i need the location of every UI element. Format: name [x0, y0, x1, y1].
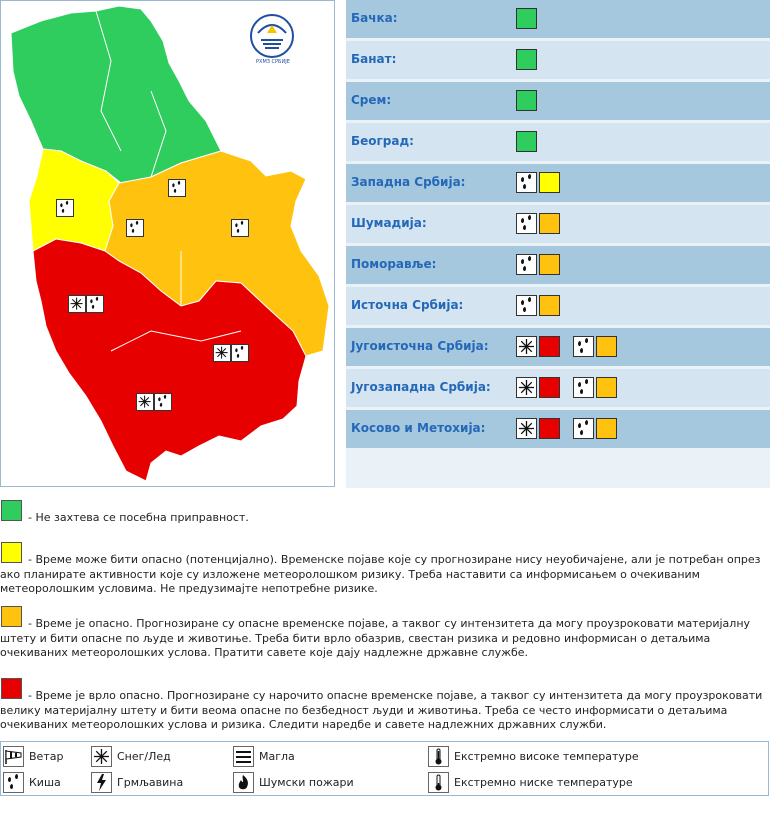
legend-text: - Време је опасно. Прогнозиране су опасне временске појаве, а таквог су интензитета да могу проузроковати материјалну штету и бити опасне по људе и животиње. Треба бити врло обазрив, свестан ризика и редовно информисан о детаљима очекиваних метеоролошких услова. Пратити савете које дају надлежне државне службе. [0, 617, 751, 659]
map-marker-rain-icon[interactable] [86, 295, 104, 313]
region-name[interactable]: Бачка: [351, 11, 398, 25]
serbia-map [1, 1, 334, 486]
map-marker-rain-icon[interactable] [154, 393, 172, 411]
phenomenon-label: Екстремно високе температуре [454, 750, 639, 763]
rain-icon [573, 336, 594, 357]
rain-icon [573, 377, 594, 398]
warning-map [0, 0, 335, 487]
region-row[interactable] [346, 246, 770, 284]
snow-ice-icon [516, 418, 537, 439]
warning-level-orange [539, 295, 560, 316]
phenomenon-label: Екстремно ниске температуре [454, 776, 633, 789]
region-warning-table [346, 0, 770, 488]
rhmz-logo-icon [249, 13, 295, 65]
warning-level-red [539, 336, 560, 357]
map-marker-rain-icon[interactable] [126, 219, 144, 237]
region-row[interactable] [346, 369, 770, 407]
high-temperature-icon [428, 746, 449, 767]
region-row[interactable] [346, 410, 770, 448]
rain-icon [516, 254, 537, 275]
wind-icon [3, 746, 24, 767]
phenomenon-label: Грмљавина [117, 776, 184, 789]
region-row[interactable] [346, 205, 770, 243]
logo-caption: РХМЗ СРБИЈЕ [256, 59, 290, 65]
warning-level-orange [539, 213, 560, 234]
forest-fire-icon [233, 772, 254, 793]
region-name[interactable]: Југозападна Србија: [351, 380, 491, 394]
warning-level-red [539, 377, 560, 398]
warning-level-green [516, 90, 537, 111]
rain-icon [516, 295, 537, 316]
warning-level-yellow [539, 172, 560, 193]
phenomenon-label: Магла [259, 750, 295, 763]
region-name[interactable]: Западна Србија: [351, 175, 466, 189]
rain-icon [516, 172, 537, 193]
map-marker-rain-icon[interactable] [56, 199, 74, 217]
snow-ice-icon [516, 377, 537, 398]
region-name[interactable]: Поморавље: [351, 257, 437, 271]
warning-level-green [516, 131, 537, 152]
warning-level-orange [539, 254, 560, 275]
warning-level-red [539, 418, 560, 439]
region-row[interactable] [346, 164, 770, 202]
warning-level-orange [596, 418, 617, 439]
phenomenon-label: Снег/Лед [117, 750, 171, 763]
region-row[interactable] [346, 287, 770, 325]
map-marker-snow-ice-icon[interactable] [213, 344, 231, 362]
region-row[interactable] [346, 328, 770, 366]
thunderstorm-icon [91, 772, 112, 793]
warning-level-orange [596, 377, 617, 398]
legend-text: - Време може бити опасно (потенцијално). Временске појаве које су прогнозиране нису неуобичајене, али је потребан опрез ако планирате активности које су изложене метеоролошком ризику. Треба наставити са информисањем о очекиваним метеоролошким условима. Не предузимајте непотребне ризике. [0, 553, 761, 595]
rain-icon [516, 213, 537, 234]
warning-level-green [516, 49, 537, 70]
region-name[interactable]: Банат: [351, 52, 397, 66]
region-row[interactable] [346, 82, 770, 120]
region-name[interactable]: Југоисточна Србија: [351, 339, 489, 353]
region-row[interactable] [346, 41, 770, 79]
phenomenon-label: Ветар [29, 750, 64, 763]
map-marker-snow-ice-icon[interactable] [68, 295, 86, 313]
map-marker-snow-ice-icon[interactable] [136, 393, 154, 411]
legend-text: - Не захтева се посебна приправност. [28, 511, 249, 524]
map-marker-rain-icon[interactable] [168, 179, 186, 197]
fog-icon [233, 746, 254, 767]
region-name[interactable]: Срем: [351, 93, 392, 107]
map-marker-rain-icon[interactable] [231, 344, 249, 362]
region-row[interactable] [346, 0, 770, 38]
region-name[interactable]: Косово и Метохија: [351, 421, 486, 435]
region-row[interactable] [346, 123, 770, 161]
rain-icon [573, 418, 594, 439]
low-temperature-icon [428, 772, 449, 793]
region-name[interactable]: Шумадија: [351, 216, 427, 230]
snow-ice-icon [91, 746, 112, 767]
warning-level-green [516, 8, 537, 29]
legend-text: - Време је врло опасно. Прогнозиране су нарочито опасне временске појаве, а таквог су интензитета да могу проузроковати велику материјалну штету и бити веома опасне по безбедност људи и животиња. Треба се често информисати о детаљима очекиваних метеоролошких услова и ризика. Следити наредбе и савете надлежних државних служби. [0, 689, 763, 731]
region-name[interactable]: Источна Србија: [351, 298, 464, 312]
phenomenon-label: Киша [29, 776, 61, 789]
phenomena-legend [0, 741, 769, 796]
rain-icon [3, 772, 24, 793]
warning-level-orange [596, 336, 617, 357]
snow-ice-icon [516, 336, 537, 357]
region-name[interactable]: Београд: [351, 134, 414, 148]
phenomenon-label: Шумски пожари [259, 776, 354, 789]
map-marker-rain-icon[interactable] [231, 219, 249, 237]
